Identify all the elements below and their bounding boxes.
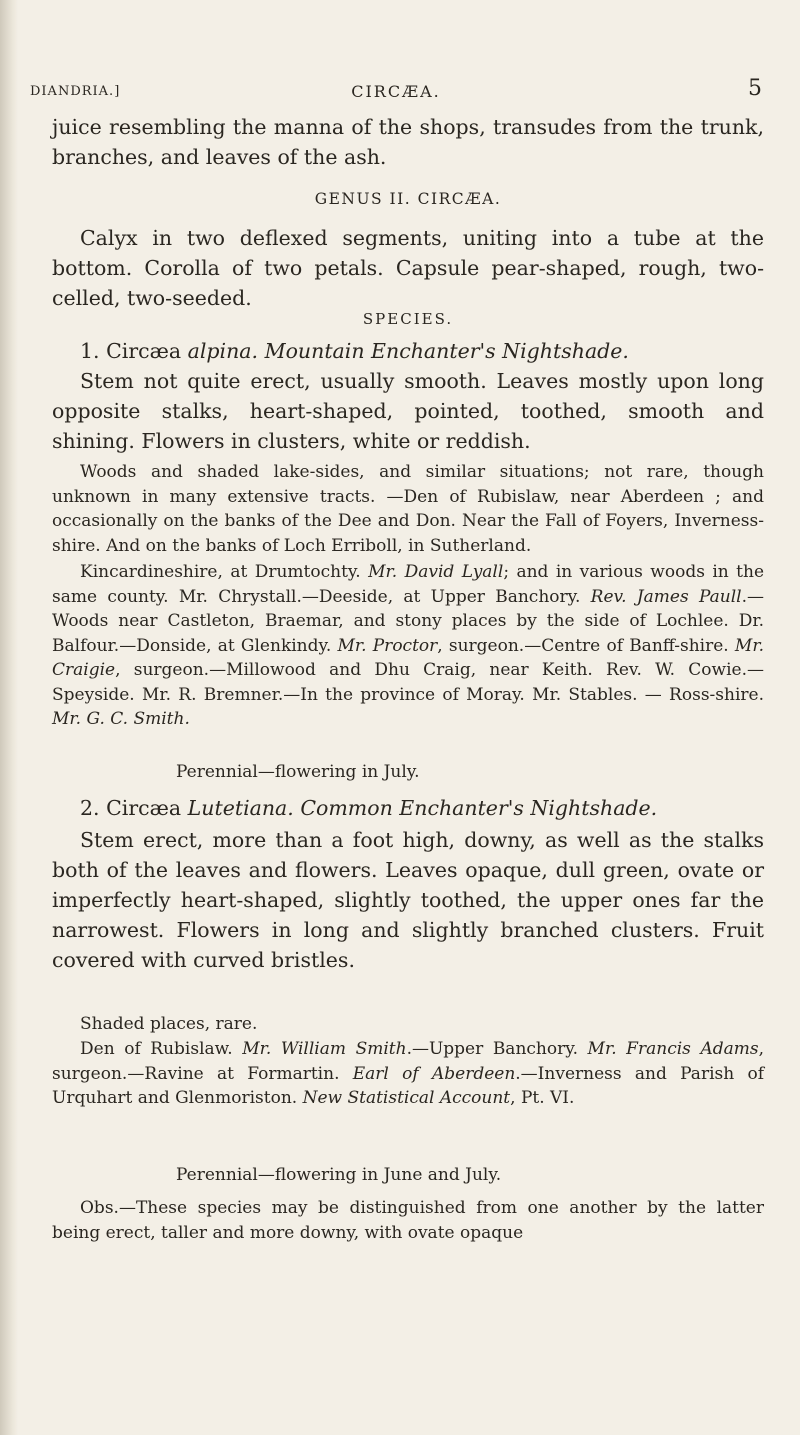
species-2-localities: [52, 1037, 764, 1111]
locality-text: , surgeon.—Centre of Banff-shire.: [437, 635, 735, 656]
locality-author: Rev. James Paull: [590, 586, 742, 607]
observation-note: Obs.—These species may be distinguished from one another by the latter being erect, taller and more downy, with ovate opaque: [52, 1198, 764, 1243]
locality-author: New Statistical Account: [302, 1088, 511, 1108]
species-1-habitat: Woods and shaded lake-sides, and similar situations; not rare, though unknown in many extensive tracts. —Den of Rubislaw, near Aberdeen ; and occasionally on the banks of the Dee and Don. Near the Fall of Foyers, Inverness-shire. And on the banks of Loch Erriboll, in Sutherland.: [52, 462, 764, 556]
locality-text: , surgeon.—Ravine at Formartin.: [52, 1039, 764, 1084]
species-1-description: Stem not quite erect, usually smooth. Leaves mostly upon long opposite stalks, heart-shaped, pointed, toothed, smooth and shining. Flowers in clusters, white or reddish.: [52, 369, 764, 453]
locality-author: Earl of Aberdeen: [352, 1063, 516, 1084]
species-2-description: Stem erect, more than a foot high, downy, as well as the stalks both of the leaves and flowers. Leaves opaque, dull green, ovate or imperfectly heart-shaped, slightly toothed, the upper ones far the narrowest. Flowers in long and slightly branched clusters. Fruit covered with curved bristles.: [52, 828, 764, 972]
locality-text: .—Upper Banchory.: [406, 1039, 588, 1059]
locality-author: Mr. William Smith: [242, 1039, 407, 1059]
continued-paragraph: juice resembling the manna of the shops, transudes from the trunk, branches, and leaves of the ash.: [52, 115, 764, 169]
species-1-number: 1.: [80, 339, 100, 363]
species-2-common-name: Common Enchanter's Nightshade.: [300, 796, 658, 820]
species-2-number: 2.: [80, 796, 100, 820]
header-section-label: DIANDRIA.]: [30, 84, 121, 99]
page-number: 5: [748, 76, 762, 101]
running-header: [30, 78, 762, 106]
species-2-genus: Circæa: [106, 796, 182, 820]
species-1-duration: Perennial—flowering in July.: [176, 762, 420, 782]
locality-text: .—Woods near Castleton, Braemar, and stony places by the side of Lochlee. Dr. Balfour.—Donside, at Glenkindy.: [52, 586, 764, 656]
genus-description: Calyx in two deflexed segments, uniting into a tube at the bottom. Corolla of two petals. Capsule pear-shaped, rough, two-celled, two-seeded.: [52, 226, 764, 310]
locality-text: , surgeon.—Millowood and Dhu Craig, near Keith. Rev. W. Cowie.—Speyside. Mr. R. Bremner.—In the province of Moray. Mr. Stables. — Ross-shire.: [52, 660, 764, 705]
locality-author: Mr. Proctor: [337, 635, 438, 656]
locality-author: Mr. Francis Adams: [587, 1039, 759, 1059]
locality-text: ; and in various woods in the same county. Mr. Chrystall.—Deeside, at Upper Banchory.: [52, 562, 764, 607]
species-2-title: [52, 793, 764, 823]
genus-heading: GENUS II. CIRCÆA.: [314, 190, 502, 208]
binding-shadow: [0, 0, 18, 1435]
species-heading: SPECIES.: [362, 310, 454, 328]
species-1-title: [52, 336, 764, 366]
locality-text: .—Inverness and Parish of Urquhart and Glenmoriston.: [52, 1063, 764, 1108]
locality-author: Mr. Craigie: [52, 635, 764, 680]
species-2-latin: Lutetiana.: [187, 796, 294, 820]
locality-text: Kincardineshire, at Drumtochty.: [80, 562, 369, 582]
species-1-localities: [52, 560, 764, 732]
header-genus-title: CIRCÆA.: [351, 82, 441, 101]
locality-text: , Pt. VI.: [510, 1088, 575, 1108]
species-1-common-name: Mountain Enchanter's Nightshade.: [264, 339, 629, 363]
locality-author: Mr. David Lyall: [368, 562, 504, 582]
species-1-latin: alpina.: [187, 339, 259, 363]
species-2-duration: Perennial—flowering in June and July.: [176, 1165, 502, 1185]
species-2-habitat: Shaded places, rare.: [80, 1014, 258, 1034]
locality-text: Den of Rubislaw.: [80, 1039, 243, 1059]
species-1-genus: Circæa: [106, 339, 182, 363]
locality-author: Mr. G. C. Smith.: [52, 709, 190, 729]
